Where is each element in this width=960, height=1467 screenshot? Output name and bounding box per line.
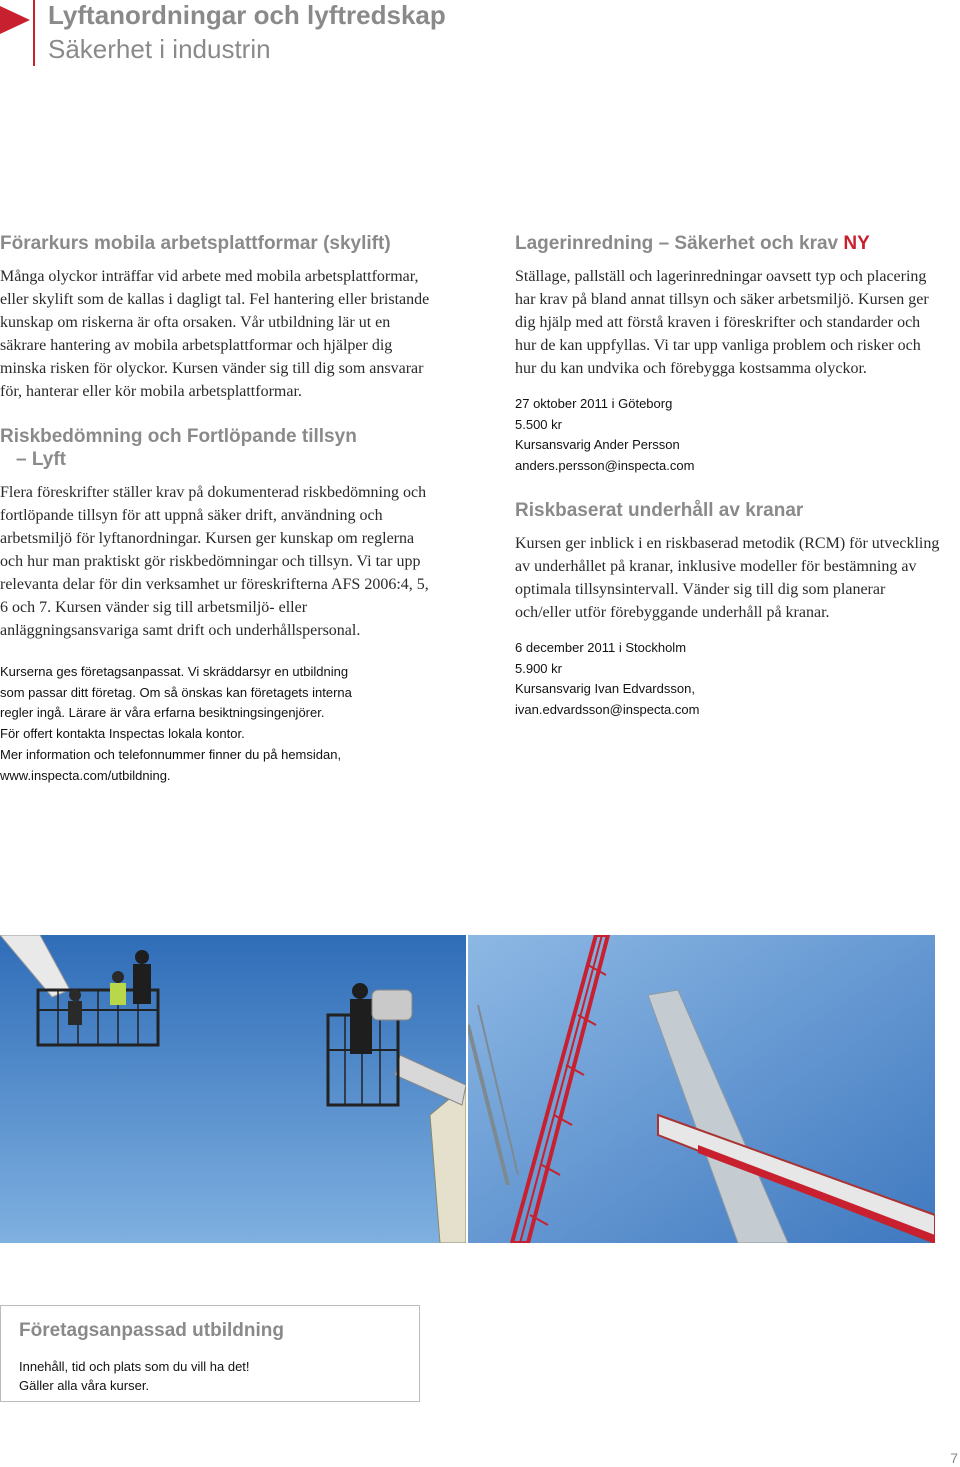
course-contact: Kursansvarig Ivan Edvardsson, xyxy=(515,681,695,697)
note-line: regler ingå. Lärare är våra erfarna besiktningsingenjörer. xyxy=(0,705,325,721)
page-number: 7 xyxy=(950,1450,958,1466)
page-subtitle: Säkerhet i industrin xyxy=(48,34,271,64)
note-line: Kurserna ges företagsanpassat. Vi skräddarsyr en utbildning xyxy=(0,664,349,679)
new-badge: NY xyxy=(843,233,870,254)
risk-course-title-line2: – Lyft xyxy=(16,449,66,470)
crane-course-meta xyxy=(515,638,945,721)
risk-course-title-line1: Riskbedömning och Fortlöpande tillsyn xyxy=(0,426,357,447)
course-contact: Kursansvarig Ander Persson xyxy=(515,437,680,453)
skylift-course-body: Många olyckor inträffar vid arbete med mobila arbetsplattformar, eller skylift som de kallas i dagligt tal. Fel hantering eller bristande kunskap om riskerna är ofta orsaken. Vår utbildning lär ut en säkrare hantering av mobila arbetsplattformar och hjälper dig minska risken för olyckor. Kursen vänder sig till dig som ansvarar för, hanterar eller kör mobila arbetsplattformar. xyxy=(0,268,430,400)
risk-course-title xyxy=(0,425,440,471)
warehouse-course-meta xyxy=(515,394,945,477)
warehouse-course-body: Ställage, pallställ och lagerinredningar oavsett typ och placering har krav på bland annat tillsyn och säker arbetsmiljö. Kursen ger dig hjälp med att förstå kraven i föreskrifter och standarder och hur de kan uppfyllas. Vi tar upp vanliga problem och risker och hur du kan undvika och förebygga kostsamma olyckor. xyxy=(515,268,929,377)
warehouse-course-title xyxy=(515,232,945,255)
contact-email-link[interactable]: ivan.edvardsson@inspecta.com xyxy=(515,701,700,717)
crane-course-body: Kursen ger inblick i en riskbaserad metodik (RCM) för utveckling av underhållet på kranar, inklusive modeller för bestämning av optimala tillsynsintervall. Vänder sig till dig som planerar och/eller utför förebyggande underhåll på kranar. xyxy=(515,534,940,621)
risk-course-body: Flera föreskrifter ställer krav på dokumenterad riskbedömning och fortlöpande tillsyn för att uppnå säker drift, användning och arbetsmiljö för lyftanordningar. Kursen ger kunskap om reglerna och hur man praktiskt gör riskbedömningar och tillsyn. Vi tar upp relevanta delar för din verksamhet ur föreskrifterna AFS 2006:4, 5, 6 och 7. Kursen vänder sig till arbetsmiljö- eller anläggningsansvariga samt drift och underhållspersonal. xyxy=(0,484,429,639)
note-line: som passar ditt företag. Om så önskas kan företagets interna xyxy=(0,684,352,700)
crane-photo xyxy=(468,935,935,1243)
course-date: 27 oktober 2011 i Göteborg xyxy=(515,396,673,411)
course-date: 6 december 2011 i Stockholm xyxy=(515,639,687,655)
box-title: Företagsanpassad utbildning xyxy=(19,1320,284,1341)
skylift-course-title: Förarkurs mobila arbetsplattformar (skylift) xyxy=(0,233,391,254)
page-header xyxy=(0,0,960,70)
company-note xyxy=(0,662,440,786)
note-line: Mer information och telefonnummer finner du på hemsidan, xyxy=(0,746,342,762)
crane-course-title: Riskbaserat underhåll av kranar xyxy=(515,499,804,521)
header-divider xyxy=(33,0,35,66)
inspecta-logo-icon xyxy=(0,6,30,34)
course-price: 5.900 kr xyxy=(515,660,562,676)
box-line-2: Gäller alla våra kurser. xyxy=(19,1378,150,1393)
warehouse-course-title-text: Lagerinredning – Säkerhet och krav xyxy=(515,233,839,254)
website-link[interactable]: www.inspecta.com/utbildning. xyxy=(0,767,171,783)
skylift-photo xyxy=(0,935,466,1243)
page-title: Lyftanordningar och lyftredskap xyxy=(48,0,446,30)
contact-email-link[interactable]: anders.persson@inspecta.com xyxy=(515,458,695,474)
course-price: 5.500 kr xyxy=(515,416,562,432)
box-line-1: Innehåll, tid och plats som du vill ha det! xyxy=(19,1359,250,1374)
note-line: För offert kontakta Inspectas lokala kontor. xyxy=(0,726,245,742)
company-training-box xyxy=(0,1305,420,1402)
left-column xyxy=(0,232,440,786)
right-column xyxy=(515,232,945,721)
